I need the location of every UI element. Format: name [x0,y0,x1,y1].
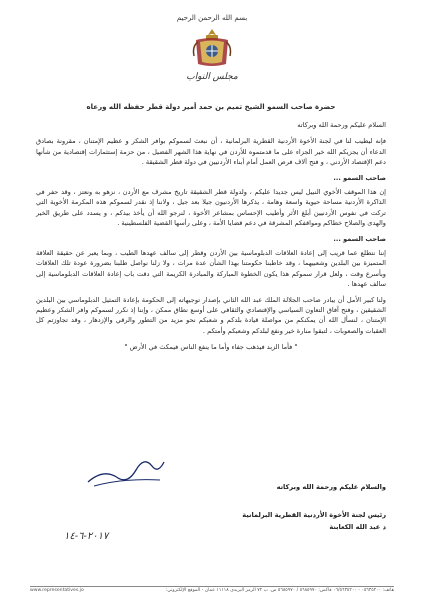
footer-contact: هاتف: ٠٥٦٣٥٢٠٠ - ٠٦/٥٦٣٥٢٠٠ فاكس: ٥٦٨٥٩٧٠ / ٥٦٨٥٩٧٠ ص. ب ٧٢ الرمز البريدي ١١١١٨ عمان - الموقع الإلكتروني: [165,588,394,593]
bismillah-header: بسم الله الرحمن الرحيم [176,14,248,22]
paragraph-2: إن هذا الموقف الأخوي النبيل ليس جديدا عليكم ، ولدولة قطر الشقيقة تاريخ مشرف مع الأردن ، نزهو به ونعتز ، وقد حفر في الذاكرة الأردنية مساحة حيوية واسعة وهامة ، يذكرها الأردنيون جيلا بعد جيل ، ولاننا إذ نقدر لسموكم هذه المكرمة الأخوية التي تركت في نفوس الأردنيين أبلغ الأثر وأطيب الإحساس بمشاعر الأخوة ، لنرجو الله أن يأخذ بيدكم ، و يسدد على طريق الخير والهدى والصلاح خطاكم ومواقفكم المشرقة في دعم قضايا الأمة ، وعلى رأسها القضية الفلسطينية . [36,188,386,227]
addressee: حضرة صاحب السمو الشيخ تميم بن حمد أمير دولة قطر حفظه الله ورعاه [86,103,336,111]
footer-website-link[interactable]: www.representatives.jo [30,588,84,593]
footer-divider [30,586,394,587]
quranic-verse: " فأما الزبد فيذهب جفاء وأما ما ينفع الناس فيمكث في الأرض " [124,342,298,351]
council-name: مجلس النواب [186,72,238,82]
letter-body [36,102,386,352]
heading-2: صاحب السمو ... [333,235,386,244]
closing-salutation: والسلام عليكم ورحمة الله وبركاته [276,483,386,491]
handwritten-date: ٢٠١٧-٦-١٤ [64,531,109,542]
signature-block [36,509,386,533]
greeting: السلام عليكم ورحمة الله وبركاته [297,121,386,130]
signer-title: رئيس لجنة الأخوة الأردنية القطرية البرلمانية [242,511,386,519]
heading-1: صاحب السمو ... [333,174,386,183]
footer [30,588,394,593]
signer-name: د عبد الله الكعابنة [329,523,386,531]
paragraph-3: إننا نتطلع عما قريب إلى إعادة العلاقات الدبلوماسية بين الأردن وقطر إلى سالف عهدها الطيب ، وبما يعبر عن حقيقة العلاقة المتميزة بين البلدين وشعبيهما ، وقد خاطبنا حكومتنا بهذا الشأن عدة مرات ، ولا زلنا نواصل طلبنا بضرورة عودة تلك العلاقات وبأسرع وقت ، ولعل قرار سموكم هذا يكون الخطوة المباركة والمبادرة الكريمة التي دقت باب إعادة العلاقات الدبلوماسية إلى سالف عهدها . [36,249,386,288]
jordan-royal-crest-icon [190,26,234,70]
paragraph-1: فإنه ليطيب لنا في لجنة الأخوة الأردنية القطرية البرلمانية ، أن نبعث لسموكم بوافر الشكر و عظيم الإمتنان ، مقرونة بصادق الدعاء أن يجزيكم الله خير الجزاء على ما قدمتموه للأردن في نهاية هذا الشهر الفضيل ، من حزمة إستثمارات إقتصادية من شأنها دعم الإقتصاد الأردني ، و فتح آلاف فرص العمل أمام أبناء الأردنيين في دولة قطر الشقيقة . [36,137,386,166]
paragraph-4: ولنا كبير الأمل أن يبادر صاحب الجلالة الملك عبد الله الثاني بإصدار توجيهاته إلى الحكومة بإعادة التمثيل الدبلوماسي بين البلدين الشقيقين ، وفتح آفاق التعاون السياسي والإقتصادي والثقافي على أوسع نطاق ممكن ، وإننا إذ نكرر لسموكم وافر الشكر وعظيم الإمتنان ، لنسأل الله أن يمكنكم من مواصلة قيادة بلدكم و شعبكم نحو مزيد من التطور والرقي والإزدهار ، وقد تجاوزتم كل العقبات والصعوبات ، لتبقوا منارة خير ونفع لبلدكم وشعبكم وأمتكم . [36,296,386,335]
